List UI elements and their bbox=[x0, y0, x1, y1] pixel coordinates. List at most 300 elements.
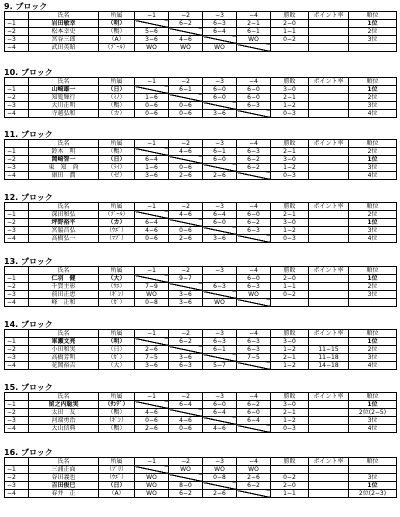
win-loss bbox=[271, 466, 309, 474]
match-score: 6−1 bbox=[169, 86, 203, 94]
match-score: WO bbox=[237, 36, 271, 44]
rank: 3位 bbox=[349, 474, 397, 482]
self-match-cell bbox=[169, 156, 203, 164]
block-title: 16. ブロック bbox=[4, 448, 53, 457]
rank: 3位 bbox=[349, 36, 397, 44]
self-match-cell bbox=[169, 28, 203, 36]
header-cell: −1 bbox=[135, 267, 169, 275]
rank: 1位 bbox=[349, 401, 397, 409]
seed-number: −2 bbox=[5, 474, 29, 482]
player-row bbox=[5, 474, 397, 482]
header-cell: 所属 bbox=[99, 458, 135, 466]
header-cell: 勝敗 bbox=[271, 12, 309, 20]
match-score: WO bbox=[135, 44, 169, 52]
match-score: 6−3 bbox=[237, 102, 271, 110]
seed-number: −4 bbox=[5, 299, 29, 307]
player-name: 山崎雄一 bbox=[29, 86, 99, 94]
header-cell: ポイント率 bbox=[309, 203, 349, 211]
header-cell: 順位 bbox=[349, 458, 397, 466]
match-score: 0−6 bbox=[169, 110, 203, 118]
seed-number: −2 bbox=[5, 409, 29, 417]
match-score: 6−3 bbox=[203, 20, 237, 28]
header-cell: ポイント率 bbox=[309, 458, 349, 466]
header-cell: −4 bbox=[237, 78, 271, 86]
header-cell: 氏名 bbox=[29, 330, 99, 338]
match-score: 6−3 bbox=[203, 338, 237, 346]
header-cell: 順位 bbox=[349, 203, 397, 211]
match-score: 6−3 bbox=[237, 148, 271, 156]
header-cell: 順位 bbox=[349, 78, 397, 86]
header-cell: 順位 bbox=[349, 12, 397, 20]
player-row bbox=[5, 28, 397, 36]
header-cell: 勝敗 bbox=[271, 267, 309, 275]
point-rate bbox=[309, 299, 349, 307]
match-score: 6−0 bbox=[203, 219, 237, 227]
match-score: 3−6 bbox=[203, 110, 237, 118]
self-match-cell bbox=[135, 338, 169, 346]
match-score: 2−6 bbox=[237, 474, 271, 482]
win-loss: 2−0 bbox=[271, 482, 309, 490]
player-name: 花岡裕吉 bbox=[29, 362, 99, 370]
header-cell bbox=[5, 330, 29, 338]
match-score: 3−6 bbox=[135, 36, 169, 44]
player-row bbox=[5, 172, 397, 180]
match-score: 0−6 bbox=[169, 102, 203, 110]
point-rate: 11−15 bbox=[309, 346, 349, 354]
header-cell: ポイント率 bbox=[309, 12, 349, 20]
match-score: WO bbox=[135, 490, 169, 498]
header-cell: 氏名 bbox=[29, 458, 99, 466]
header-cell: 勝敗 bbox=[271, 203, 309, 211]
match-score: 0−6 bbox=[169, 425, 203, 433]
block-title: 10. ブロック bbox=[4, 68, 53, 77]
rank: 1位 bbox=[349, 20, 397, 28]
team-name: （ｻﾝﾃﾞ） bbox=[99, 401, 135, 409]
header-row bbox=[5, 12, 397, 20]
seed-number: −4 bbox=[5, 425, 29, 433]
match-score: 2−6 bbox=[203, 490, 237, 498]
header-cell: −1 bbox=[135, 12, 169, 20]
header-cell bbox=[5, 140, 29, 148]
match-score: 5−7 bbox=[203, 362, 237, 370]
match-score: 8−0 bbox=[169, 482, 203, 490]
match-score: 6−3 bbox=[203, 283, 237, 291]
win-loss: 0−2 bbox=[271, 36, 309, 44]
player-name: 康田 潤 bbox=[29, 172, 99, 180]
player-name: 知覧輝行 bbox=[29, 94, 99, 102]
self-match-cell bbox=[203, 354, 237, 362]
rank: 3位 bbox=[349, 417, 397, 425]
player-row bbox=[5, 36, 397, 44]
header-cell: 所属 bbox=[99, 78, 135, 86]
player-name: 岡崎智一 bbox=[29, 156, 99, 164]
header-cell: −2 bbox=[169, 140, 203, 148]
team-name: （鴨） bbox=[99, 28, 135, 36]
team-name: （ﾌﾞｰﾙ） bbox=[99, 44, 135, 52]
match-score: 4−6 bbox=[169, 148, 203, 156]
win-loss: 2−1 bbox=[271, 94, 309, 102]
win-loss: 1−2 bbox=[271, 362, 309, 370]
header-cell bbox=[5, 78, 29, 86]
rank: 4位 bbox=[349, 425, 397, 433]
rank: 3位 bbox=[349, 354, 397, 362]
header-cell: −1 bbox=[135, 203, 169, 211]
self-match-cell bbox=[237, 172, 271, 180]
team-name: （ﾐﾉ） bbox=[99, 94, 135, 102]
player-row bbox=[5, 110, 397, 118]
self-match-cell bbox=[203, 291, 237, 299]
seed-number: −1 bbox=[5, 275, 29, 283]
player-name: 高橋芳明 bbox=[29, 354, 99, 362]
win-loss: 2−1 bbox=[271, 148, 309, 156]
match-score: 6−2 bbox=[169, 490, 203, 498]
header-cell: 勝敗 bbox=[271, 140, 309, 148]
match-score: 6−4 bbox=[169, 401, 203, 409]
point-rate bbox=[309, 164, 349, 172]
rank: 2位 bbox=[349, 346, 397, 354]
team-name: （A） bbox=[99, 490, 135, 498]
header-cell: −3 bbox=[203, 393, 237, 401]
seed-number: −2 bbox=[5, 346, 29, 354]
rank: 2位 bbox=[349, 28, 397, 36]
match-score: 0−8 bbox=[135, 299, 169, 307]
point-rate bbox=[309, 490, 349, 498]
rank: 2位 bbox=[349, 211, 397, 219]
header-cell: 順位 bbox=[349, 140, 397, 148]
player-row bbox=[5, 362, 397, 370]
header-cell: −4 bbox=[237, 140, 271, 148]
match-score: 6−0 bbox=[237, 94, 271, 102]
player-row bbox=[5, 425, 397, 433]
match-score: 6−0 bbox=[237, 211, 271, 219]
match-score: 2−1 bbox=[237, 20, 271, 28]
team-name: （カ） bbox=[99, 219, 135, 227]
header-cell: 順位 bbox=[349, 267, 397, 275]
header-cell: −3 bbox=[203, 78, 237, 86]
win-loss: 3−0 bbox=[271, 338, 309, 346]
header-cell: −3 bbox=[203, 203, 237, 211]
match-score: WO bbox=[203, 466, 237, 474]
header-cell: −4 bbox=[237, 203, 271, 211]
header-cell: 所属 bbox=[99, 140, 135, 148]
point-rate bbox=[309, 227, 349, 235]
win-loss: 2−1 bbox=[271, 409, 309, 417]
rank: 2位 bbox=[349, 283, 397, 291]
results-table bbox=[4, 11, 397, 52]
self-match-cell bbox=[169, 283, 203, 291]
results-table bbox=[4, 139, 397, 180]
team-name: （ﾗｲ） bbox=[99, 164, 135, 172]
match-score: 0−6 bbox=[169, 164, 203, 172]
win-loss: 0−2 bbox=[271, 474, 309, 482]
player-name: 大川正明 bbox=[29, 102, 99, 110]
player-name: 峰 正和 bbox=[29, 299, 99, 307]
player-name: 仁羽 健 bbox=[29, 275, 99, 283]
rank bbox=[349, 466, 397, 474]
match-score: 3−6 bbox=[169, 354, 203, 362]
team-name: （鴨） bbox=[99, 409, 135, 417]
match-score: 7−5 bbox=[135, 354, 169, 362]
header-cell: −4 bbox=[237, 12, 271, 20]
header-cell: 氏名 bbox=[29, 393, 99, 401]
match-score: 4−6 bbox=[169, 417, 203, 425]
match-score: 0−6 bbox=[169, 227, 203, 235]
results-table bbox=[4, 392, 397, 433]
match-score: 2−6 bbox=[135, 425, 169, 433]
point-rate bbox=[309, 102, 349, 110]
team-name: （鴨） bbox=[99, 102, 135, 110]
player-name: 太田 友 bbox=[29, 409, 99, 417]
block-title: 13. ブロック bbox=[4, 257, 53, 266]
player-name: 寺越弘和 bbox=[29, 110, 99, 118]
header-cell: −1 bbox=[135, 330, 169, 338]
match-score: WO bbox=[169, 44, 203, 52]
win-loss: 0−3 bbox=[271, 235, 309, 243]
header-cell: 氏名 bbox=[29, 78, 99, 86]
header-cell: −2 bbox=[169, 330, 203, 338]
header-cell: 勝敗 bbox=[271, 458, 309, 466]
self-match-cell bbox=[169, 94, 203, 102]
header-row bbox=[5, 393, 397, 401]
match-score: WO bbox=[135, 482, 169, 490]
player-row bbox=[5, 346, 397, 354]
match-score: 1−6 bbox=[135, 164, 169, 172]
match-score: 6−3 bbox=[237, 346, 271, 354]
header-row bbox=[5, 203, 397, 211]
match-score bbox=[203, 275, 237, 283]
header-cell: ポイント率 bbox=[309, 330, 349, 338]
header-cell: −3 bbox=[203, 267, 237, 275]
self-match-cell bbox=[237, 235, 271, 243]
header-cell: 氏名 bbox=[29, 140, 99, 148]
header-cell: 勝敗 bbox=[271, 393, 309, 401]
win-loss bbox=[271, 299, 309, 307]
header-cell bbox=[5, 12, 29, 20]
win-loss: 2−1 bbox=[271, 354, 309, 362]
win-loss bbox=[271, 44, 309, 52]
player-row bbox=[5, 283, 397, 291]
player-row bbox=[5, 291, 397, 299]
header-cell: −4 bbox=[237, 330, 271, 338]
header-cell: 勝敗 bbox=[271, 78, 309, 86]
team-name: （ｳｴﾞ） bbox=[99, 227, 135, 235]
win-loss: 1−2 bbox=[271, 102, 309, 110]
player-name: 吉田俊巳 bbox=[29, 482, 99, 490]
rank: 1位 bbox=[349, 156, 397, 164]
self-match-cell bbox=[135, 86, 169, 94]
match-score: 4−6 bbox=[169, 36, 203, 44]
match-score: 6−4 bbox=[203, 211, 237, 219]
match-score: 6−3 bbox=[237, 227, 271, 235]
header-cell: −4 bbox=[237, 393, 271, 401]
match-score: 7−9 bbox=[135, 283, 169, 291]
header-cell: −2 bbox=[169, 267, 203, 275]
player-name: 春井 正 bbox=[29, 490, 99, 498]
win-loss: 3−0 bbox=[271, 86, 309, 94]
team-name: （鴨） bbox=[99, 148, 135, 156]
team-name: （ﾌﾞｰﾙ） bbox=[99, 211, 135, 219]
self-match-cell bbox=[135, 20, 169, 28]
match-score: 0−8 bbox=[203, 474, 237, 482]
win-loss: 3−0 bbox=[271, 156, 309, 164]
team-name: （ｷﾞﾝ） bbox=[99, 291, 135, 299]
match-score: 6−3 bbox=[237, 338, 271, 346]
player-name: 深田和弘 bbox=[29, 211, 99, 219]
header-cell bbox=[5, 458, 29, 466]
match-score: 2−6 bbox=[169, 172, 203, 180]
team-name: （ｶﾞ） bbox=[99, 354, 135, 362]
match-score: 2−6 bbox=[203, 172, 237, 180]
header-cell: −3 bbox=[203, 140, 237, 148]
header-cell bbox=[5, 267, 29, 275]
header-cell: 氏名 bbox=[29, 203, 99, 211]
results-table bbox=[4, 457, 397, 498]
player-row bbox=[5, 354, 397, 362]
match-score: 9−7 bbox=[169, 275, 203, 283]
header-cell: −2 bbox=[169, 203, 203, 211]
self-match-cell bbox=[169, 346, 203, 354]
player-name: 小田和実 bbox=[29, 346, 99, 354]
win-loss: 2−0 bbox=[271, 20, 309, 28]
self-match-cell bbox=[169, 474, 203, 482]
seed-number: −4 bbox=[5, 362, 29, 370]
match-score: 6−0 bbox=[203, 156, 237, 164]
team-name: （A） bbox=[99, 36, 135, 44]
rank bbox=[349, 299, 397, 307]
header-cell: 所属 bbox=[99, 203, 135, 211]
header-cell: 所属 bbox=[99, 12, 135, 20]
header-cell: −1 bbox=[135, 140, 169, 148]
seed-number: −1 bbox=[5, 20, 29, 28]
player-row bbox=[5, 211, 397, 219]
match-score: 6−4 bbox=[203, 28, 237, 36]
win-loss: 1−2 bbox=[271, 227, 309, 235]
point-rate bbox=[309, 211, 349, 219]
seed-number: −4 bbox=[5, 44, 29, 52]
player-name: 高橋弘一 bbox=[29, 235, 99, 243]
match-score: 4−6 bbox=[135, 227, 169, 235]
match-score: WO bbox=[237, 466, 271, 474]
self-match-cell bbox=[237, 44, 271, 52]
point-rate bbox=[309, 417, 349, 425]
match-score: 3−6 bbox=[203, 235, 237, 243]
seed-number: −4 bbox=[5, 490, 29, 498]
player-row bbox=[5, 401, 397, 409]
point-rate bbox=[309, 409, 349, 417]
header-cell: −3 bbox=[203, 458, 237, 466]
match-score: 6−2 bbox=[237, 482, 271, 490]
match-score: 6−0 bbox=[203, 86, 237, 94]
seed-number: −1 bbox=[5, 401, 29, 409]
point-rate bbox=[309, 94, 349, 102]
point-rate bbox=[309, 219, 349, 227]
win-loss: 1−1 bbox=[271, 490, 309, 498]
self-match-cell bbox=[203, 227, 237, 235]
header-row bbox=[5, 78, 397, 86]
match-score: 3−6 bbox=[135, 362, 169, 370]
block-title: 9. ブロック bbox=[4, 2, 48, 11]
header-cell: −2 bbox=[169, 78, 203, 86]
header-cell: −2 bbox=[169, 458, 203, 466]
player-name: 坪野裕平 bbox=[29, 219, 99, 227]
player-name: 軍瀬文亮 bbox=[29, 338, 99, 346]
header-cell: 氏名 bbox=[29, 12, 99, 20]
seed-number: −2 bbox=[5, 283, 29, 291]
team-name: （ｳｴ） bbox=[99, 283, 135, 291]
seed-number: −1 bbox=[5, 86, 29, 94]
player-row bbox=[5, 86, 397, 94]
self-match-cell bbox=[203, 102, 237, 110]
player-row bbox=[5, 275, 397, 283]
self-match-cell bbox=[135, 148, 169, 156]
match-score: 6−0 bbox=[237, 409, 271, 417]
player-row bbox=[5, 482, 397, 490]
match-score: 0−6 bbox=[135, 102, 169, 110]
match-score: 6−4 bbox=[237, 417, 271, 425]
header-cell: −3 bbox=[203, 12, 237, 20]
match-score: 6−4 bbox=[203, 409, 237, 417]
seed-number: −3 bbox=[5, 354, 29, 362]
match-score: 3−6 bbox=[135, 172, 169, 180]
match-score: 3−6 bbox=[169, 299, 203, 307]
self-match-cell bbox=[203, 417, 237, 425]
self-match-cell bbox=[135, 466, 169, 474]
header-row bbox=[5, 330, 397, 338]
win-loss: 3−0 bbox=[271, 219, 309, 227]
player-row bbox=[5, 164, 397, 172]
header-cell bbox=[5, 203, 29, 211]
rank: 1位 bbox=[349, 338, 397, 346]
rank: 2位 bbox=[349, 148, 397, 156]
header-cell: −1 bbox=[135, 78, 169, 86]
win-loss: 0−3 bbox=[271, 425, 309, 433]
win-loss: 1−1 bbox=[271, 28, 309, 36]
rank: 2位(2−5) bbox=[349, 409, 397, 417]
player-row bbox=[5, 338, 397, 346]
match-score: 6−1 bbox=[203, 346, 237, 354]
seed-number: −2 bbox=[5, 28, 29, 36]
seed-number: −2 bbox=[5, 219, 29, 227]
rank: 3位 bbox=[349, 227, 397, 235]
self-match-cell bbox=[169, 219, 203, 227]
results-table bbox=[4, 329, 397, 370]
self-match-cell bbox=[237, 110, 271, 118]
point-rate bbox=[309, 291, 349, 299]
player-row bbox=[5, 299, 397, 307]
player-row bbox=[5, 490, 397, 498]
point-rate: 11−18 bbox=[309, 354, 349, 362]
player-name: 千賀主彰 bbox=[29, 283, 99, 291]
player-name: 武田英昭 bbox=[29, 44, 99, 52]
seed-number: −3 bbox=[5, 164, 29, 172]
win-loss: 0−3 bbox=[271, 110, 309, 118]
match-score: 6−0 bbox=[203, 94, 237, 102]
header-cell: −3 bbox=[203, 330, 237, 338]
self-match-cell bbox=[203, 36, 237, 44]
rank: 3位 bbox=[349, 164, 397, 172]
point-rate bbox=[309, 401, 349, 409]
player-row bbox=[5, 409, 397, 417]
match-score: 6−4 bbox=[135, 156, 169, 164]
rank: 3位 bbox=[349, 291, 397, 299]
player-name: 東 知 尚 bbox=[29, 164, 99, 172]
match-score: 1−6 bbox=[135, 94, 169, 102]
team-name: （ゼ） bbox=[99, 172, 135, 180]
point-rate bbox=[309, 338, 349, 346]
self-match-cell bbox=[135, 275, 169, 283]
team-name: （ﾏﾌﾞ） bbox=[99, 235, 135, 243]
point-rate bbox=[309, 283, 349, 291]
